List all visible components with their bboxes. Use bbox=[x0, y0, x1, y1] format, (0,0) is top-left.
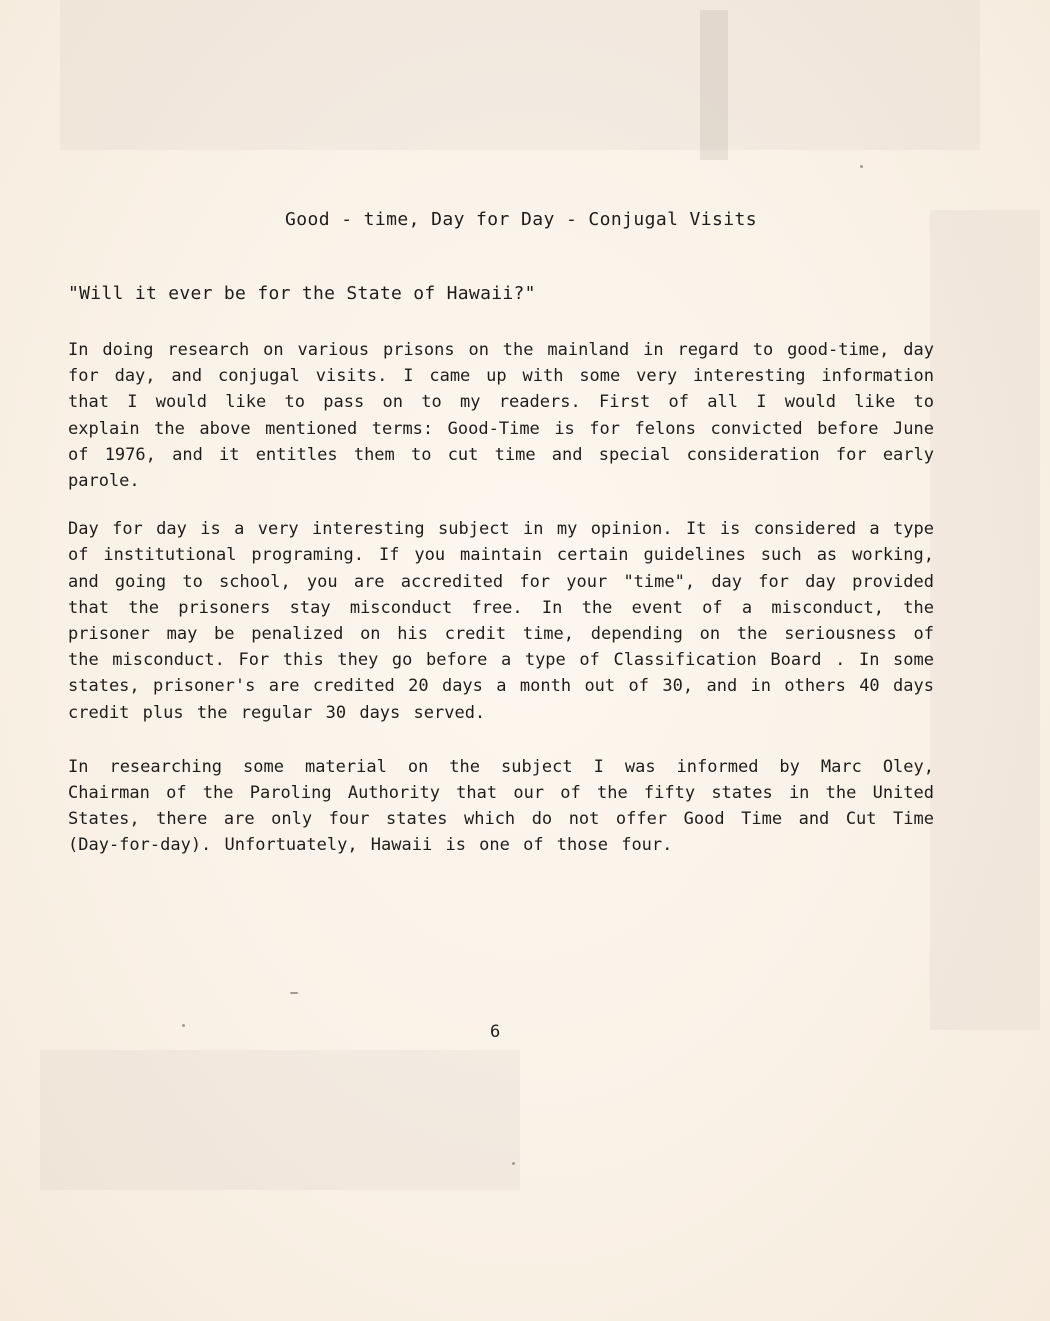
paragraph-research: In researching some material on the subject I was informed by Marc Oley, Chairman of the Paroling Authority that our of the fifty states in the United States, there are only four states which do not offer Good Time and Cut Time (Day-for-day). Unfortuately, Hawaii is one of those four. bbox=[68, 756, 934, 856]
bleed-through-top bbox=[60, 0, 980, 150]
paper-speck bbox=[290, 992, 298, 994]
paragraph-intro: In doing research on various prisons on the mainland in regard to good-time, day for day, and conjugal visits. I came up with some very interesting information that I would like to pass on to my readers. First of all I would like to explain the above mentioned terms: Good-Time is for felons convicted before June of 1976, and it entitles them to cut time and special consideration for early parole. bbox=[68, 340, 934, 492]
bleed-through-bottom bbox=[40, 1050, 520, 1190]
bleed-through-right bbox=[930, 210, 1040, 1030]
article-title: Good - time, Day for Day - Conjugal Visits bbox=[285, 209, 757, 230]
paper-speck bbox=[512, 1162, 515, 1165]
page-number: 6 bbox=[490, 1022, 501, 1042]
paper-speck bbox=[860, 165, 863, 168]
article-body bbox=[68, 205, 934, 859]
article-subtitle: "Will it ever be for the State of Hawaii?" bbox=[68, 283, 536, 304]
paragraph-day-for-day: Day for day is a very interesting subject in my opinion. It is considered a type of institutional programing. If you maintain certain guidelines such as working, and going to school, you are accredited for your "time", day for day provided that the prisoners stay misconduct free. In the event of a misconduct, the prisoner may be penalized on his credit time, depending on the seriousness of the misconduct. For this they go before a type of Classification Board . In some states, prisoner's are credited 20 days a month out of 30, and in others 40 days credit plus the regular 30 days served. bbox=[68, 519, 934, 723]
paper-speck bbox=[182, 1024, 185, 1027]
paper-fold-mark bbox=[700, 10, 728, 160]
